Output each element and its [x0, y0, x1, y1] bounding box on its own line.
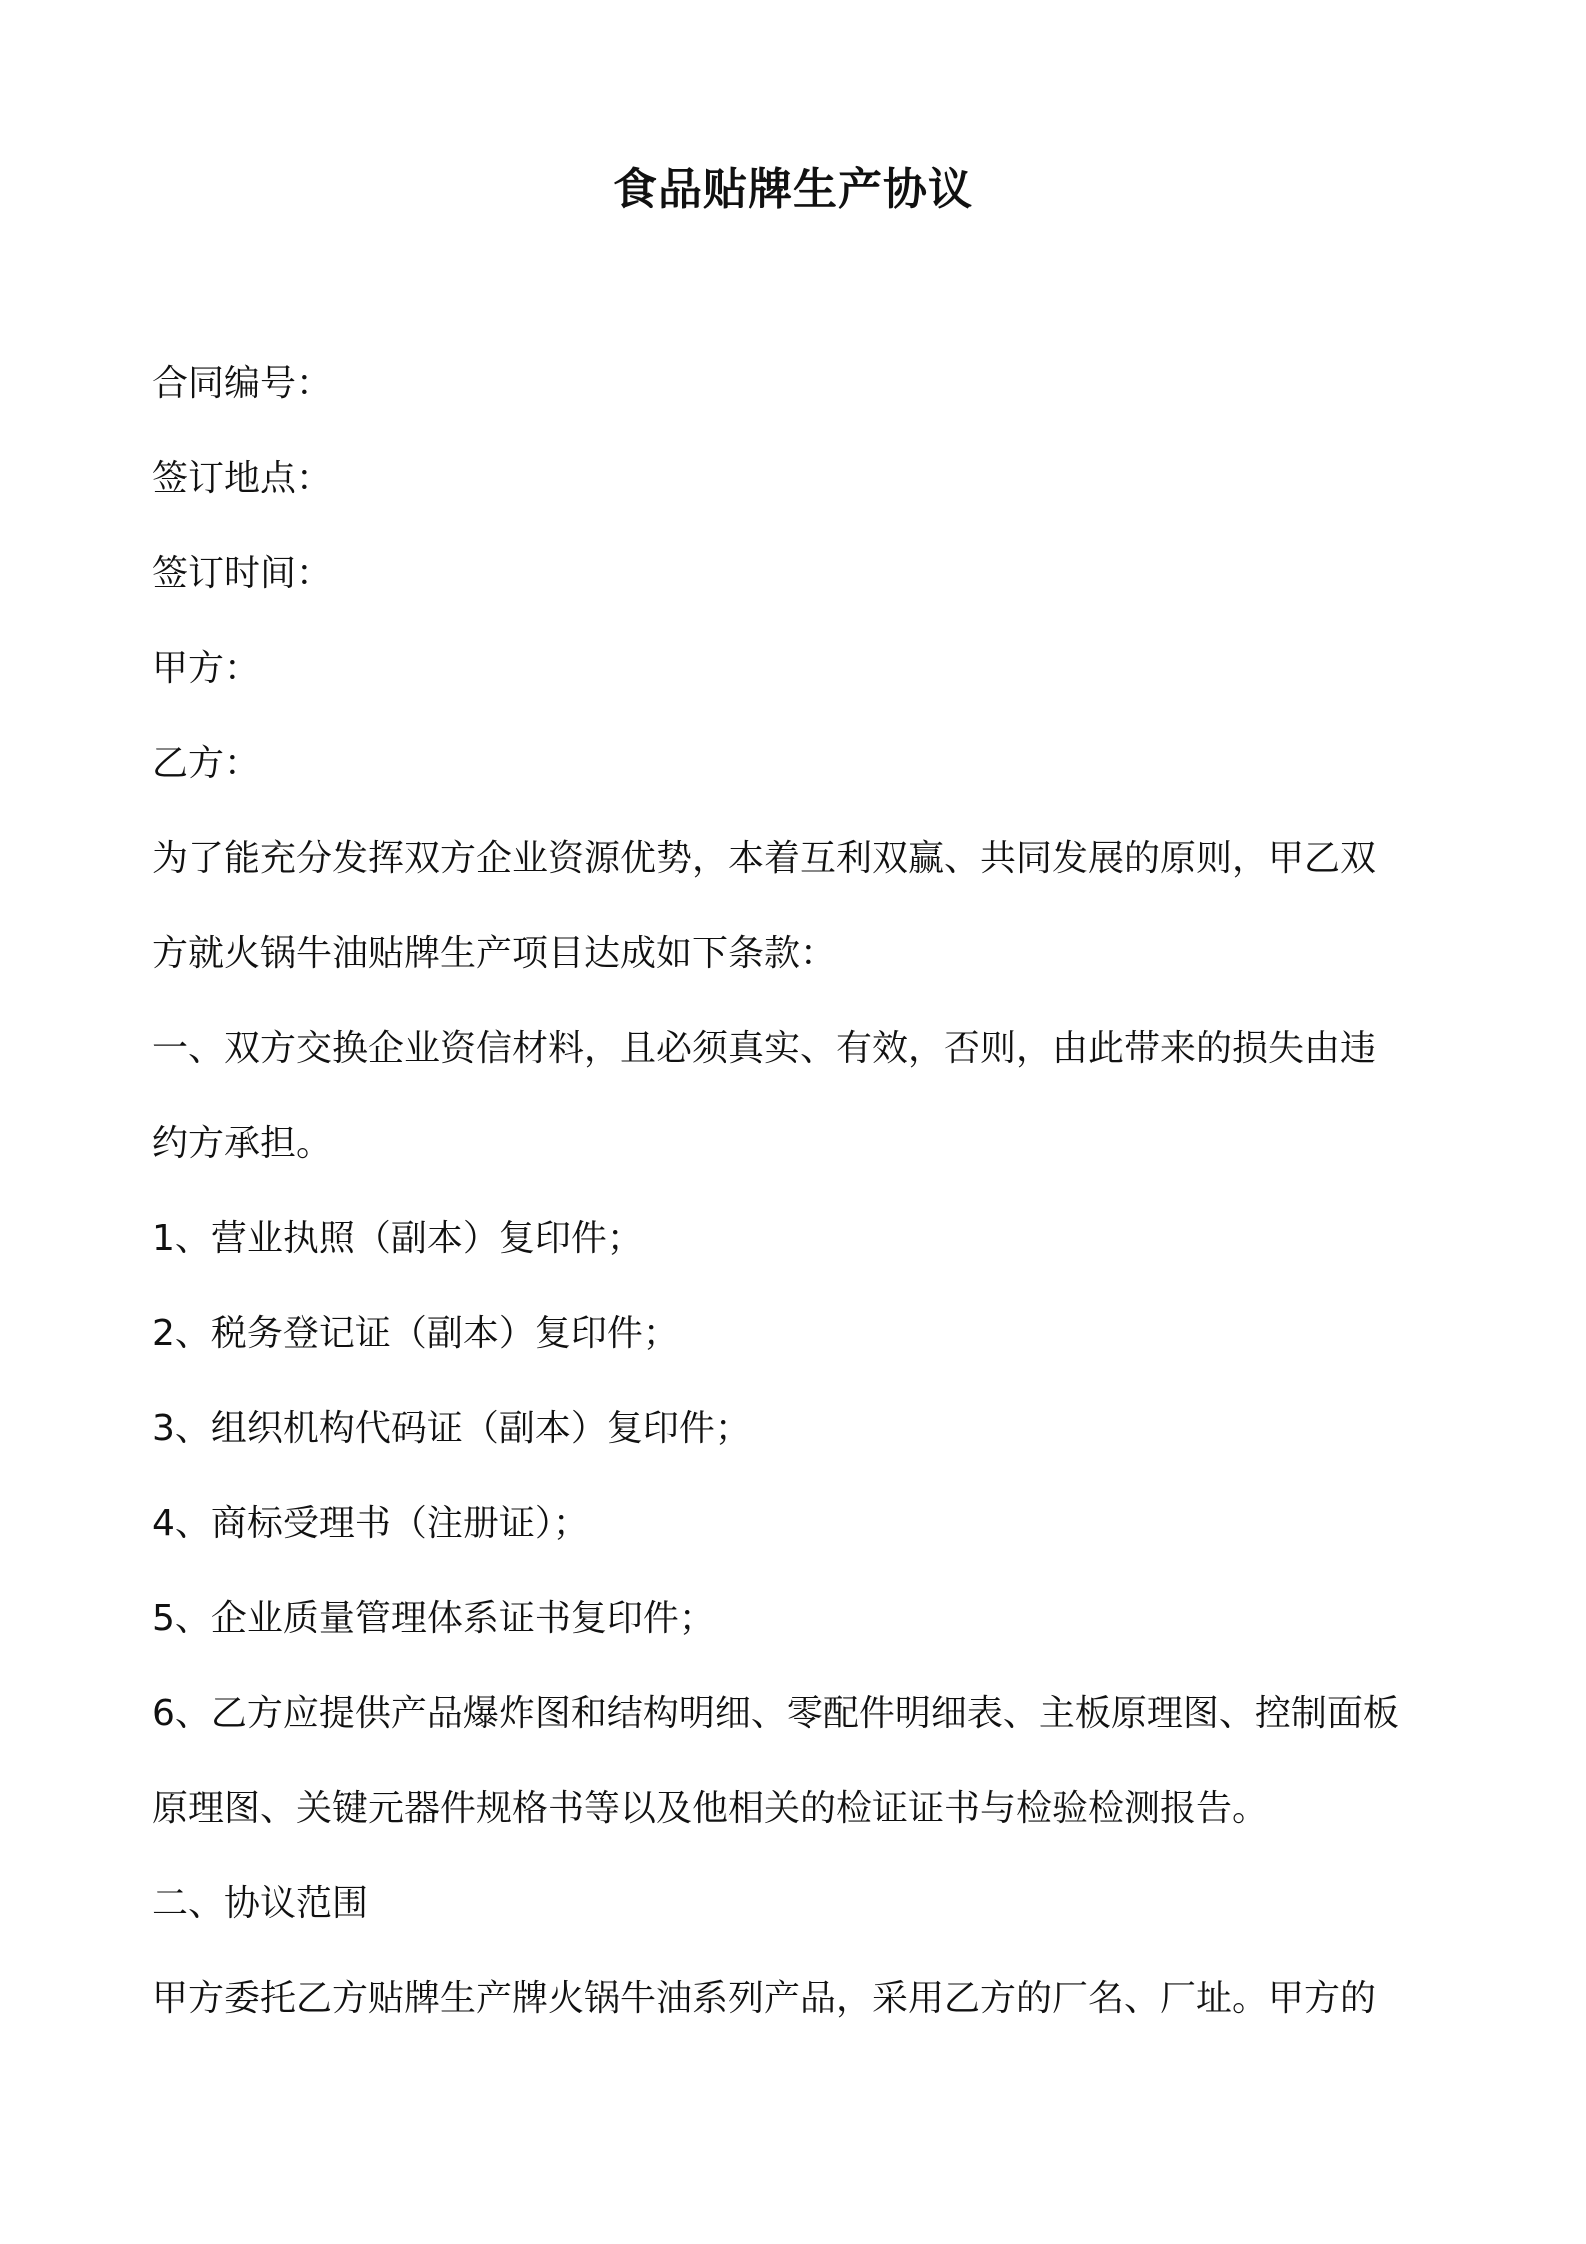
preamble-line: 方就火锅牛油贴牌生产项目达成如下条款：	[152, 933, 837, 974]
party-b-line: 乙方：	[152, 743, 261, 784]
list-item: 2、税务登记证（副本）复印件；	[152, 1313, 679, 1354]
section-body-line: 甲方委托乙方贴牌生产牌火锅牛油系列产品，采用乙方的厂名、厂址。甲方的	[152, 1978, 1377, 2019]
clause-one-line: 约方承担。	[152, 1123, 333, 1164]
party-a-line: 甲方：	[152, 648, 261, 689]
list-item: 5、企业质量管理体系证书复印件；	[152, 1598, 715, 1639]
section-heading: 二、协议范围	[152, 1883, 369, 1924]
list-item: 4、商标受理书（注册证）；	[152, 1503, 589, 1544]
list-item: 1、营业执照（副本）复印件；	[152, 1218, 643, 1259]
preamble-line: 为了能充分发挥双方企业资源优势，本着互利双赢、共同发展的原则，甲乙双	[152, 838, 1377, 879]
signing-place-line: 签订地点：	[152, 458, 333, 499]
list-item: 6、乙方应提供产品爆炸图和结构明细、零配件明细表、主板原理图、控制面板	[152, 1693, 1399, 1734]
clause-one-line: 一、双方交换企业资信材料，且必须真实、有效，否则，由此带来的损失由违	[152, 1028, 1377, 1069]
list-item: 3、组织机构代码证（副本）复印件；	[152, 1408, 751, 1449]
document-title: 食品贴牌生产协议	[613, 164, 973, 215]
list-item: 原理图、关键元器件规格书等以及他相关的检证证书与检验检测报告。	[152, 1788, 1269, 1829]
signing-time-line: 签订时间：	[152, 553, 333, 594]
contract-number-line: 合同编号：	[152, 363, 333, 404]
